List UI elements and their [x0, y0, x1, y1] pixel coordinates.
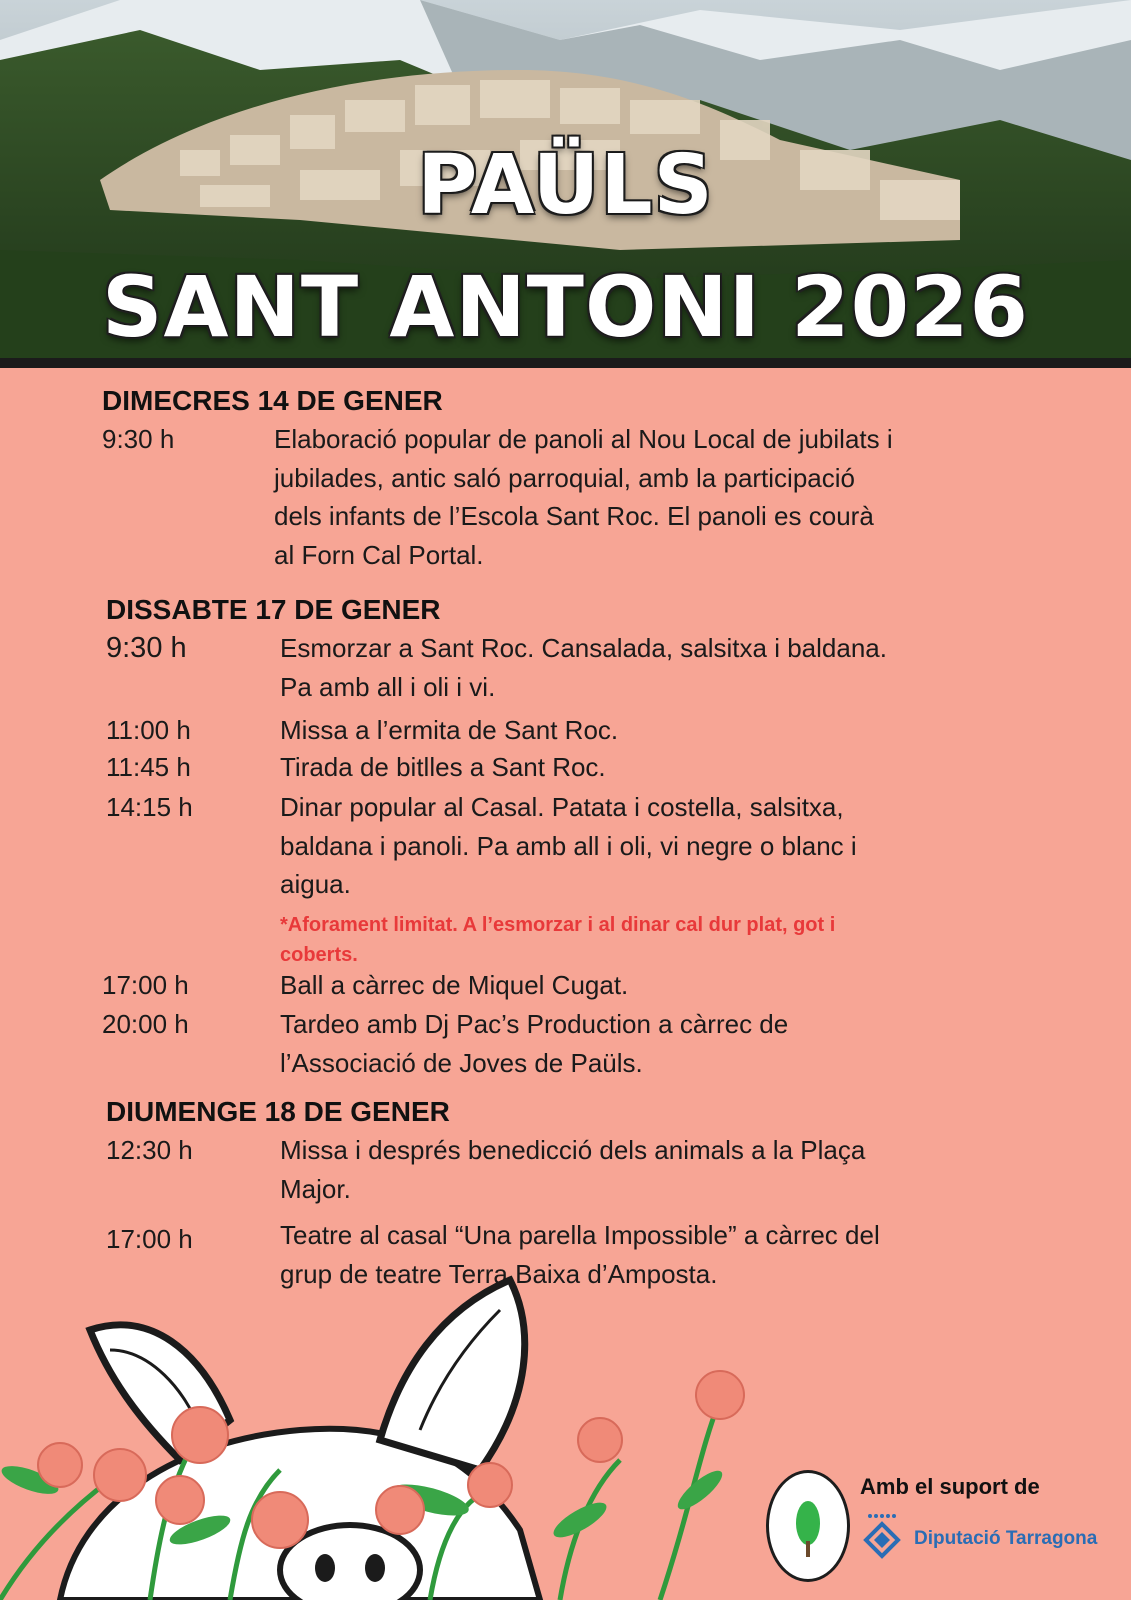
event-line: Tirada de bitlles a Sant Roc.: [280, 752, 606, 782]
event-description: [280, 629, 985, 706]
diputacio-logo-icon: [862, 1512, 902, 1560]
day-heading-sunday: DIUMENGE 18 DE GENER: [106, 1096, 450, 1127]
event-line: Major.: [280, 1173, 351, 1204]
title-village: PAÜLS: [417, 138, 714, 233]
note-line: coberts.: [280, 944, 358, 966]
pig-illustration: [0, 1270, 1131, 1600]
event-time: 17:00 h: [102, 970, 189, 1000]
event-line: jubilades, antic saló parroquial, amb la participació: [274, 462, 855, 493]
event-description: [280, 966, 985, 1005]
event-row: [102, 1005, 1002, 1085]
day-heading-saturday: DISSABTE 17 DE GENER: [106, 594, 441, 625]
hero-banner: [0, 0, 1131, 368]
capacity-note: [280, 910, 980, 970]
event-line: al Forn Cal Portal.: [274, 539, 484, 570]
event-row: [102, 420, 1002, 580]
event-line: grup de teatre Terra Baixa d’Amposta.: [280, 1258, 718, 1289]
event-time: 11:00 h: [106, 715, 191, 745]
event-line: dels infants de l’Escola Sant Roc. El panoli es courà: [274, 501, 874, 531]
event-line: Teatre al casal “Una parella Impossible” a càrrec del: [280, 1220, 880, 1250]
event-line: Missa a l’ermita de Sant Roc.: [280, 715, 619, 745]
event-time: 17:00 h: [106, 1224, 193, 1254]
event-time: 11:45 h: [106, 752, 191, 782]
event-description: [280, 1005, 985, 1082]
event-time: 9:30 h: [106, 632, 187, 664]
event-line: Missa i després benedicció dels animals a la Plaça: [280, 1135, 866, 1165]
event-line: Pa amb all i oli i vi.: [280, 671, 496, 702]
event-line: aigua.: [280, 869, 351, 899]
event-line: Elaboració popular de panoli al Nou Local de jubilats i: [274, 424, 893, 454]
event-line: Esmorzar a Sant Roc. Cansalada, salsitxa i baldana.: [280, 633, 887, 663]
day-heading-wednesday: DIMECRES 14 DE GENER: [102, 385, 443, 416]
event-line: Ball a càrrec de Miquel Cugat.: [280, 970, 629, 1000]
event-line: baldana i panoli. Pa amb all i oli, vi negre o blanc i: [280, 830, 857, 861]
event-description: [280, 1131, 985, 1208]
event-row: [106, 629, 1006, 709]
support-label: Amb el suport de: [860, 1474, 1040, 1499]
event-description: [274, 420, 979, 574]
ajuntament-seal: [766, 1470, 850, 1582]
event-line: l’Associació de Joves de Paüls.: [280, 1047, 643, 1078]
tree-icon: [769, 1473, 847, 1579]
event-row: [106, 1131, 1006, 1211]
title-event: SANT ANTONI 2026: [102, 258, 1029, 356]
event-time: 9:30 h: [102, 424, 175, 454]
event-time: 20:00 h: [102, 1009, 189, 1039]
sponsor-name: Diputació Tarragona: [914, 1528, 1098, 1549]
event-line: Dinar popular al Casal. Patata i costella, salsitxa,: [280, 792, 844, 822]
note-line: *Aforament limitat. A l’esmorzar i al dinar cal dur plat, got i: [280, 914, 836, 936]
event-description: [280, 788, 985, 904]
event-row: [106, 788, 1006, 908]
event-time: 12:30 h: [106, 1135, 193, 1165]
event-description: [280, 748, 985, 787]
pig-illustration-icon: [60, 1280, 540, 1600]
event-description: [280, 711, 985, 750]
event-time: 14:15 h: [106, 792, 193, 822]
event-line: Tardeo amb Dj Pac’s Production a càrrec de: [280, 1009, 789, 1039]
